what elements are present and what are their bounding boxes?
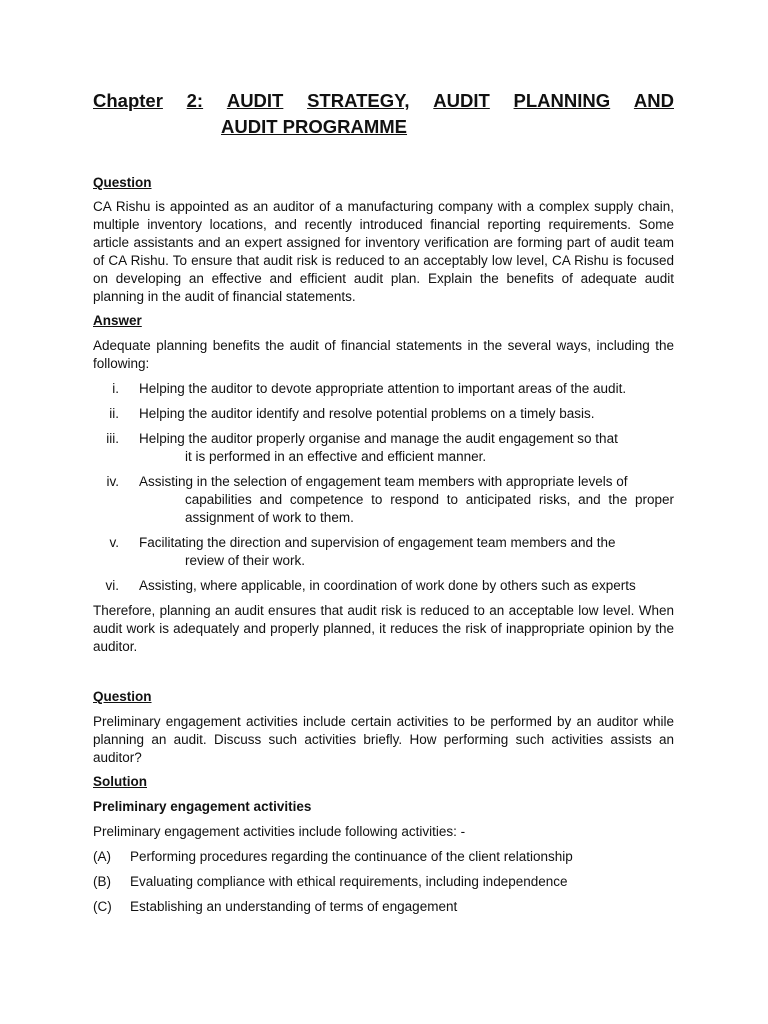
chapter-title-word: STRATEGY,: [307, 90, 410, 111]
list-item-text: [139, 431, 674, 466]
list-item-number: vi.: [105, 578, 119, 593]
chapter-title-word: PLANNING: [513, 90, 611, 111]
list-item: [93, 873, 674, 891]
list-item-first-line: Assisting in the selection of engagement team members with appropriate levels of: [139, 474, 628, 489]
list-item-text: Establishing an understanding of terms of engagement: [130, 899, 458, 914]
list-item: [93, 577, 674, 595]
list-item-first-line: Helping the auditor properly organise and manage the audit engagement so that: [139, 431, 618, 446]
list-item: [93, 473, 674, 527]
question-1-heading: Question: [93, 175, 152, 190]
chapter-title: [93, 88, 674, 140]
list-item-text: [139, 474, 674, 527]
question-2-heading: Question: [93, 689, 152, 704]
list-item-text: [139, 406, 595, 421]
list-item-number: (C): [93, 899, 112, 914]
list-item-first-line: Facilitating the direction and supervision of engagement team members and the: [139, 535, 616, 550]
list-item-first-line: Assisting, where applicable, in coordination of work done by others such as experts: [139, 578, 636, 593]
answer-list: [93, 380, 674, 595]
list-item-number: i.: [112, 381, 119, 396]
list-item-number: iv.: [106, 474, 119, 489]
list-item-text: Evaluating compliance with ethical requirements, including independence: [130, 874, 568, 889]
answer-intro: Adequate planning benefits the audit of financial statements in the several ways, including the following:: [93, 338, 674, 371]
answer-conclusion: Therefore, planning an audit ensures that audit risk is reduced to an acceptable low level. When audit work is adequately and properly planned, it reduces the risk of inappropriate opinion by the auditor.: [93, 603, 674, 654]
chapter-title-line-1: [93, 88, 674, 114]
list-item-text: Performing procedures regarding the continuance of the client relationship: [130, 849, 573, 864]
chapter-title-word: AUDIT: [226, 90, 284, 111]
answer-heading: Answer: [93, 313, 142, 328]
list-item: [93, 534, 674, 570]
solution-intro: Preliminary engagement activities include following activities: -: [93, 824, 466, 839]
list-item-first-line: Helping the auditor to devote appropriate attention to important areas of the audit.: [139, 381, 627, 396]
chapter-title-word: AND: [633, 90, 674, 111]
list-item-text: [139, 578, 636, 593]
solution-heading: Solution: [93, 774, 147, 789]
list-item: [93, 405, 674, 423]
chapter-title-word: 2:: [186, 90, 204, 111]
list-item-first-line: Helping the auditor identify and resolve potential problems on a timely basis.: [139, 406, 595, 421]
list-item-continuation: it is performed in an effective and efficient manner.: [185, 449, 487, 464]
list-item-continuation: review of their work.: [185, 553, 306, 568]
chapter-title-line-2-text: AUDIT PROGRAMME: [221, 116, 408, 137]
list-item-number: (B): [93, 874, 111, 889]
list-item: [93, 380, 674, 398]
document-page: [93, 88, 674, 916]
solution-list: [93, 848, 674, 916]
solution-subheading: Preliminary engagement activities: [93, 799, 312, 814]
question-2-text: Preliminary engagement activities include certain activities to be performed by an auditor while planning an audit. Discuss such activities briefly. How performing such activities assists an auditor?: [93, 714, 674, 765]
list-item-text: [139, 381, 626, 396]
list-item: [93, 898, 674, 916]
chapter-title-word: AUDIT: [433, 90, 490, 111]
list-item: [93, 848, 674, 866]
list-item-number: (A): [93, 849, 111, 864]
list-item: [93, 430, 674, 466]
list-item-number: iii.: [106, 431, 119, 446]
list-item-text: [139, 535, 674, 570]
question-1-text: CA Rishu is appointed as an auditor of a manufacturing company with a complex supply chain, multiple inventory locations, and recently introduced financial reporting requirements. Some article assistants and an expert assigned for inventory verification are forming part of audit team of CA Rishu. To ensure that audit risk is reduced to an acceptably low level, CA Rishu is focused on developing an effective and efficient audit plan. Explain the benefits of adequate audit planning in the audit of financial statements.: [93, 199, 674, 304]
chapter-title-line-2: [93, 114, 674, 140]
chapter-title-word: Chapter: [93, 90, 163, 111]
list-item-number: ii.: [109, 406, 119, 421]
list-item-number: v.: [109, 535, 119, 550]
list-item-continuation: capabilities and competence to respond to anticipated risks, and the proper assignment of work to them.: [185, 492, 674, 525]
